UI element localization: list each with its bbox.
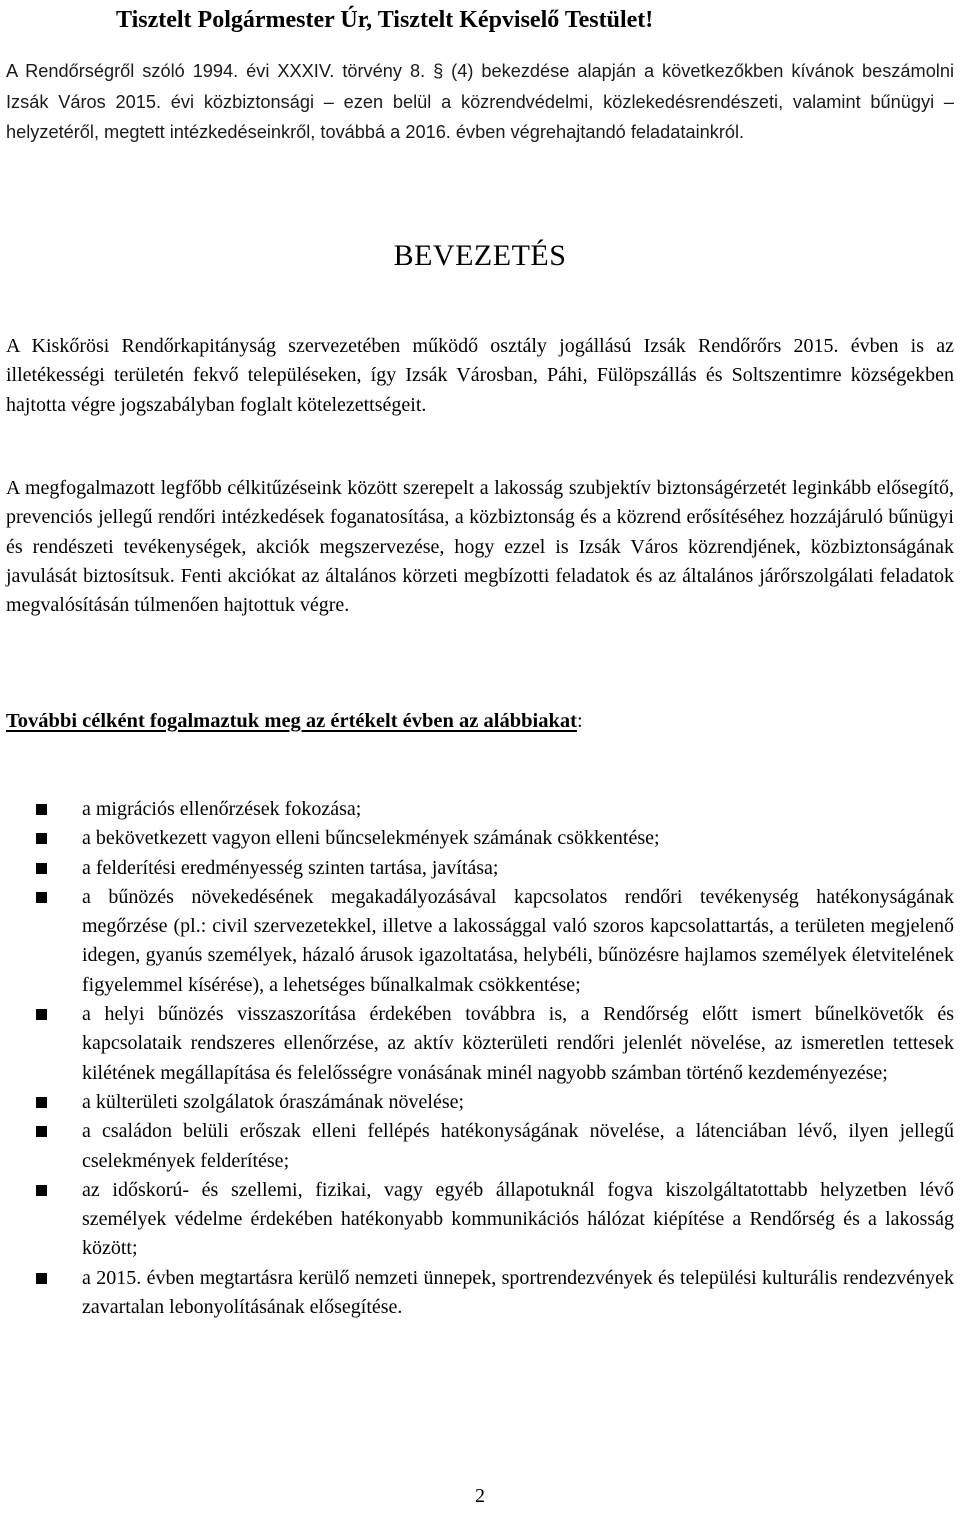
- goals-list: [6, 795, 954, 1322]
- goal-text: a bűnözés növekedésének megakadályozásával kapcsolatos rendőri tevékenység hatékonyságának megőrzése (pl.: civil szervezetekkel, illetve a lakossággal való szoros kapcsolattartás, a területen megjelenő idegen, gyanús személyek, házaló árusok igazoltatása, helybéli, bűnözésre hajlamos személyek életvitelének figyelemmel kísérése), a lehetséges bűnalkalmak csökkentése;: [82, 885, 954, 996]
- document-page: [6, 0, 954, 1513]
- goal-item: [6, 824, 954, 853]
- goal-item: [6, 795, 954, 824]
- square-bullet-icon: [36, 863, 47, 874]
- goal-item: [6, 1176, 954, 1264]
- goal-text: a helyi bűnözés visszaszorítása érdekében továbbra is, a Rendőrség előtt ismert bűnelkövetők és kapcsolataik rendszeres ellenőrzése, az aktív közterületi rendőri jelenlét növelése, az ismeretlen tettesek kilétének megállapítása és felelősségre vonásának minél nagyobb számban történő kezdeményezése;: [82, 1003, 954, 1084]
- goals-heading-colon: :: [576, 710, 583, 732]
- square-bullet-icon: [36, 1185, 47, 1196]
- page-number: 2: [475, 1485, 485, 1507]
- goals-heading: [6, 706, 583, 736]
- goal-item: [6, 1088, 954, 1117]
- square-bullet-icon: [36, 804, 47, 815]
- goal-text: a migrációs ellenőrzések fokozása;: [82, 798, 362, 820]
- goal-text: a családon belüli erőszak elleni fellépés hatékonyságának növelése, a látenciában lévő, ilyen jellegű cselekmények felderítése;: [82, 1120, 954, 1172]
- square-bullet-icon: [36, 1009, 47, 1020]
- square-bullet-icon: [36, 892, 47, 903]
- goal-text: a külterületi szolgálatok óraszámának növelése;: [82, 1090, 465, 1113]
- goal-item: [6, 1000, 954, 1088]
- goal-item: [6, 1264, 954, 1323]
- goal-text: a felderítési eredményesség szinten tartása, javítása;: [82, 856, 499, 879]
- square-bullet-icon: [36, 833, 47, 844]
- goals-heading-text: További célként fogalmaztuk meg az értékelt évben az alábbiakat: [6, 710, 577, 732]
- introduction-paragraph-1: A Kiskőrösi Rendőrkapitányság szervezetében működő osztály jogállású Izsák Rendőrőrs 2015. évben is az illetékességi területén fekvő településeken, így Izsák Városban, Páhi, Fülöpszállás és Soltszentimre községekben hajtotta végre jogszabályban foglalt kötelezettségeit.: [6, 335, 954, 416]
- intro-paragraph: A Rendőrségről szóló 1994. évi XXXIV. törvény 8. § (4) bekezdése alapján a következőkben kívánok beszámolni Izsák Város 2015. évi közbiztonsági – ezen belül a közrendvédelmi, közlekedésrendészeti, valamint bűnügyi – helyzetéről, megtett intézkedéseinkről, továbbá a 2016. évben végrehajtandó feladatainkról.: [6, 61, 954, 142]
- goal-item: [6, 883, 954, 1000]
- goal-item: [6, 1117, 954, 1176]
- section-heading: BEVEZETÉS: [393, 239, 567, 272]
- square-bullet-icon: [36, 1097, 47, 1108]
- introduction-paragraph-2: A megfogalmazott legfőbb célkitűzéseink között szerepelt a lakosság szubjektív biztonságérzetét leginkább elősegítő, prevenciós jellegű rendőri intézkedések foganatosítása, a közbiztonság és a közrend erősítéséhez hozzájáruló bűnügyi és rendészeti tevékenységek, akciók megszervezése, hogy ezzel is Izsák Város közrendjének, közbiztonságának javulását biztosítsuk. Fenti akciókat az általános körzeti megbízotti feladatok és az általános járőrszolgálati feladatok megvalósításán túlmenően hajtottuk végre.: [6, 477, 954, 617]
- letter-greeting: Tisztelt Polgármester Úr, Tisztelt Képviselő Testület!: [116, 7, 654, 33]
- goal-text: a bekövetkezett vagyon elleni bűncselekmények számának csökkentése;: [82, 827, 660, 850]
- square-bullet-icon: [36, 1273, 47, 1284]
- goal-text: a 2015. évben megtartásra kerülő nemzeti ünnepek, sportrendezvények és települési kulturális rendezvények zavartalan lebonyolításának elősegítése.: [82, 1266, 954, 1319]
- goal-item: [6, 854, 954, 883]
- goal-text: az időskorú- és szellemi, fizikai, vagy egyéb állapotuknál fogva kiszolgáltatottabb helyzetben lévő személyek védelme érdekében hatékonyabb kommunikációs hálózat kiépítése a Rendőrség és a lakosság között;: [82, 1178, 954, 1260]
- square-bullet-icon: [36, 1126, 47, 1137]
